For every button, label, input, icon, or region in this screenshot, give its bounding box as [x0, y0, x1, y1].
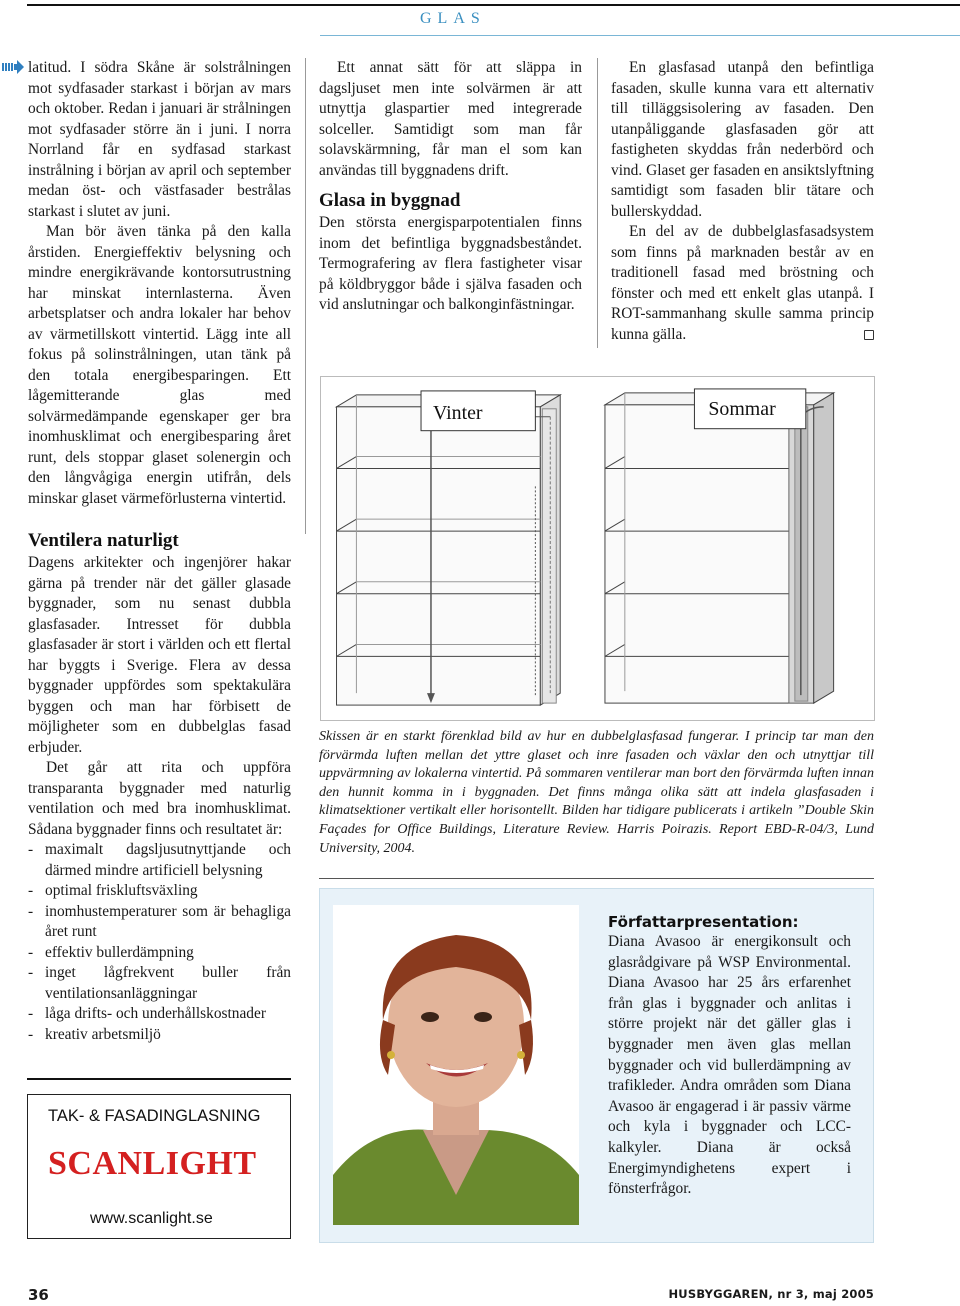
list-item: - låga drifts- och underhållskostnader — [28, 1004, 291, 1025]
author-presentation — [608, 912, 851, 1200]
ad-brand-logo: SCANLIGHT — [48, 1145, 257, 1182]
end-of-article-icon — [864, 330, 874, 340]
winter-building — [337, 395, 561, 705]
author-photo — [333, 905, 579, 1225]
author-bio: Diana Avasoo är energikonsult och glasrådgivare på WSP Environmental. Diana Avasoo har 25 års erfarenhet från glas i byggnader och anlitas i större projekt när det gäller glas i byggnader men även glas mellan byggnader och vid bullerdämpning av trafikleder. Andra områden som Diana Avasoo är engagerad i är passiv värme och kyla i byggnader och LCC-kalkyler. Diana är också Energimyndighetens expert i fönsterfrågor. — [608, 933, 851, 1198]
col2-paragraph-1: Ett annat sätt för att släppa in dagsljuset men inte solvärmen är att utnyttja glaspartier med integrerade solceller. Samtidigt som man får solavskärmning, får man el som kan användas till byggnadens drift. — [319, 59, 582, 179]
double-facade-diagram — [320, 376, 875, 721]
list-item: - inomhustemperaturer som är behagliga året runt — [28, 902, 291, 943]
column-2 — [319, 58, 582, 316]
scanlight-ad[interactable] — [27, 1094, 291, 1239]
heading-ventilera: Ventilera naturligt — [28, 530, 179, 551]
column-divider — [305, 58, 306, 534]
col3-paragraph-2-text: En del av de dubbelglasfasadsystem som finns på marknaden består av en traditionell fasad med bröstning och fönster och med ett enkelt glas utanpå. I ROT-sammanhang skulle samma princip kunna gälla. — [611, 223, 874, 343]
col2-paragraph-2: Den största energisparpotentialen finns inom det befintliga byggnadsbeståndet. Termografering av flera fastigheter visar på köldbryggor både i själva fasaden och vid anslutningar och balkonginfästningar. — [319, 214, 582, 313]
col1-paragraph-1: latitud. I södra Skåne är solstrålningen mot sydfasader starkast i början av mars och oktober. Redan i januari är strålningen mot sydfasader större än i juni. I norra Norrland får en sydfasad starkast instrålning i början av april och september medan öst- och västfasader bestrålas starkast i slutet av juni. — [28, 59, 291, 220]
label-summer: Sommar — [708, 397, 776, 420]
section-rule — [320, 35, 960, 36]
section-label: GLAS — [420, 10, 486, 27]
col1-paragraph-4: Det går att rita och uppföra transparanta byggnader med naturlig ventilation och med bra inomhusklimat. Sådana byggnader finns och resultatet är: — [28, 759, 291, 838]
result-list — [28, 840, 291, 1045]
list-item: - maximalt dagsljusutnyttjande och därmed mindre artificiell belysning — [28, 840, 291, 881]
list-item: - inget lågfrekvent buller från ventilationsanläggningar — [28, 963, 291, 1004]
list-item: - kreativ arbetsmiljö — [28, 1025, 291, 1046]
column-3 — [611, 58, 874, 345]
column-1 — [28, 58, 291, 1045]
continued-arrow-icon — [2, 60, 24, 74]
list-item: - optimal friskluftsväxling — [28, 881, 291, 902]
col1-paragraph-3: Dagens arkitekter och ingenjörer hakar gärna på trender när det gäller glasade byggnader, som nu senast dubbla glasfasader. Intresset för dubbla glasfasader är stort i världen och ett flertal har byggts i Sverige. Flera av dessa byggnader uppfördes som spektakulära byggen och man har förbisett de möjligheter som en dubbelglas fasad erbjuder. — [28, 554, 291, 756]
ad-title: TAK- & FASADINGLASNING — [48, 1107, 261, 1125]
col1-paragraph-2: Man bör även tänka på den kalla årstiden. Energieffektiv belysning och mindre energikrävande kontorsutrustning har minskat internlasterna. Även arbetsplatser och andra lokaler har behov av värmetillskott vintertid. Lägg inte all fokus på solinstrålningen, utan tänk på den totala energibesparingen. Ett lågemitterande glas med solvärmedämpande egenskaper ger bra inomhusklimat och energibesparing året runt, dels stoppar glaset solenergin och den långvågiga energin utifrån, dels minskar glaset värmeförlusterna vintertid. — [28, 223, 291, 507]
author-heading: Författarpresentation: — [608, 913, 799, 931]
col3-paragraph-1: En glasfasad utanpå den befintliga fasaden, skulle kunna vara ett alternativ till tilläggsisolering av fasaden. Den utanpåliggande glasfasaden gör att fastigheten skyddas från nederbörd och vind. Glaset ger fasaden en ansiktslyftning samtidigt som fasaden blir tätare och bullerskyddad. — [611, 59, 874, 220]
col3-paragraph-2 — [611, 222, 874, 345]
ad-rule — [27, 1078, 291, 1080]
caption-rule — [319, 878, 874, 879]
heading-glasa: Glasa in byggnad — [319, 190, 461, 211]
figure-caption: Skissen är en starkt förenklad bild av hur en dubbelglasfasad fungerar. I princip tar man den förvärmda luften mellan det yttre glaset och inre fasaden och växlar den och utnyttjar till uppvärmning av lokalerna vintertid. På sommaren ventilerar man bort den förvärmda luften innan den hunnit komma in i byggnaden. Det finns många olika sätt att indela glasfasaden i klimatsektioner vertikalt eller horisontellt. Bilden har tidigare publicerats i artikeln ”Double Skin Façades for Office Buildings, Literature Review. Harris Poirazis. Report EBD-R-04/3, Lund University, 2004. — [319, 729, 874, 856]
label-winter: Vinter — [432, 401, 483, 424]
publication-line: HUSBYGGAREN, nr 3, maj 2005 — [668, 1287, 874, 1301]
ad-url-link[interactable]: www.scanlight.se — [90, 1210, 213, 1227]
top-rule — [27, 4, 960, 6]
page-number: 36 — [28, 1286, 49, 1304]
column-divider — [597, 58, 598, 348]
list-item: - effektiv bullerdämpning — [28, 943, 291, 964]
